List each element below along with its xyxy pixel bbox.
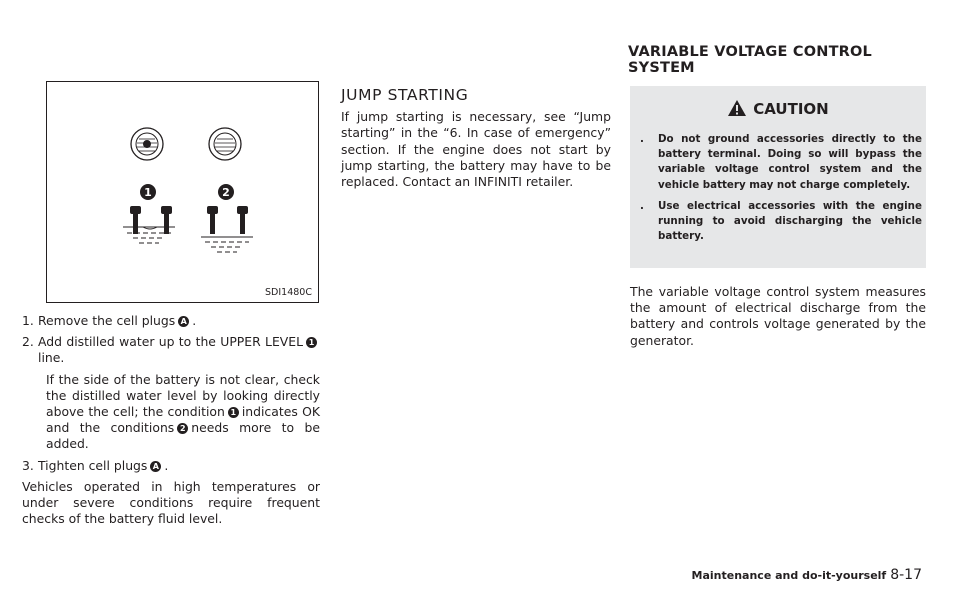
footer-label: Maintenance and do-it-yourself bbox=[691, 569, 887, 582]
caution-item-text: Do not ground accessories directly to the battery terminal. Doing so will bypass the variable voltage control system and the vehicle battery may not charge completely. bbox=[658, 133, 922, 191]
note-text-part: needs more to be added. bbox=[46, 420, 320, 452]
battery-fluid-paragraph: Vehicles operated in high temperatures or under severe conditions require frequent checks of the battery fluid level. bbox=[22, 478, 320, 527]
right-column bbox=[630, 284, 926, 349]
cell-top-view-icon bbox=[131, 128, 163, 160]
callout-a-badge: A bbox=[178, 316, 189, 327]
cell-top-view-icon bbox=[209, 128, 241, 160]
caution-item bbox=[640, 132, 922, 193]
step-text-part: Remove the cell plugs bbox=[38, 313, 176, 328]
caution-item-text: Use electrical accessories with the engine running to avoid discharging the vehicle battery. bbox=[658, 199, 922, 243]
step-number: 2. bbox=[22, 334, 34, 350]
caution-list bbox=[640, 132, 922, 250]
page-number: 8-17 bbox=[890, 567, 922, 583]
step-text bbox=[38, 313, 320, 329]
caution-title: CAUTION bbox=[753, 100, 829, 118]
caution-item bbox=[640, 199, 922, 245]
figure-code: SDI1480C bbox=[265, 287, 312, 298]
left-column bbox=[22, 313, 320, 527]
step-text bbox=[38, 458, 320, 474]
battery-cell-illustration bbox=[47, 82, 320, 304]
battery-cell-figure bbox=[46, 81, 319, 303]
callout-a-badge: A bbox=[150, 461, 161, 472]
callout-1-badge: 1 bbox=[306, 337, 317, 348]
step-text bbox=[38, 334, 320, 366]
warning-triangle-icon bbox=[727, 99, 747, 117]
section-title: VARIABLE VOLTAGE CONTROL SYSTEM bbox=[628, 44, 872, 76]
step-2-note bbox=[22, 372, 320, 453]
note-text-part: indicates OK and the conditions bbox=[46, 404, 320, 436]
step-text-part: line. bbox=[38, 350, 65, 366]
step-3 bbox=[22, 458, 320, 474]
step-number: 3. bbox=[22, 457, 34, 473]
step-text-part: Tighten cell plugs bbox=[38, 457, 148, 473]
page-footer bbox=[692, 567, 922, 583]
vvcs-paragraph: The variable voltage control system measures the amount of electrical discharge from the battery and controls voltage generated by the generator. bbox=[630, 284, 926, 348]
callout-2-badge: 2 bbox=[177, 423, 188, 434]
cell-plates-icon bbox=[130, 206, 172, 234]
step-text-part: . bbox=[164, 457, 169, 473]
water-level-lines bbox=[201, 237, 253, 252]
callout-2-icon bbox=[218, 184, 234, 200]
step-2 bbox=[22, 334, 320, 366]
callout-1-icon bbox=[140, 184, 156, 200]
callout-1-badge: 1 bbox=[228, 407, 239, 418]
jump-starting-heading: JUMP STARTING bbox=[341, 86, 469, 104]
step-1 bbox=[22, 313, 320, 329]
callout-1-label: 1 bbox=[144, 186, 152, 199]
caution-header bbox=[630, 99, 926, 118]
middle-column bbox=[341, 87, 611, 190]
jump-starting-paragraph: If jump starting is necessary, see “Jump starting” in the “6. In case of emergency” section. If the engine does not start by jump starting, the battery may have to be replaced. Contact an INFINITI retailer. bbox=[341, 109, 611, 190]
bullet: . bbox=[640, 199, 644, 212]
caution-box bbox=[630, 86, 926, 268]
step-text-part: Add distilled water up to the UPPER LEVEL bbox=[38, 334, 303, 350]
cell-plates-icon bbox=[207, 206, 248, 234]
step-number: 1. bbox=[22, 313, 34, 328]
bullet: . bbox=[640, 133, 644, 145]
note-text-part: If the side of the battery is not clear, check the distilled water level by looking directly above the cell; the condition bbox=[46, 371, 320, 420]
callout-2-label: 2 bbox=[222, 186, 230, 199]
step-text-part: . bbox=[192, 313, 197, 328]
